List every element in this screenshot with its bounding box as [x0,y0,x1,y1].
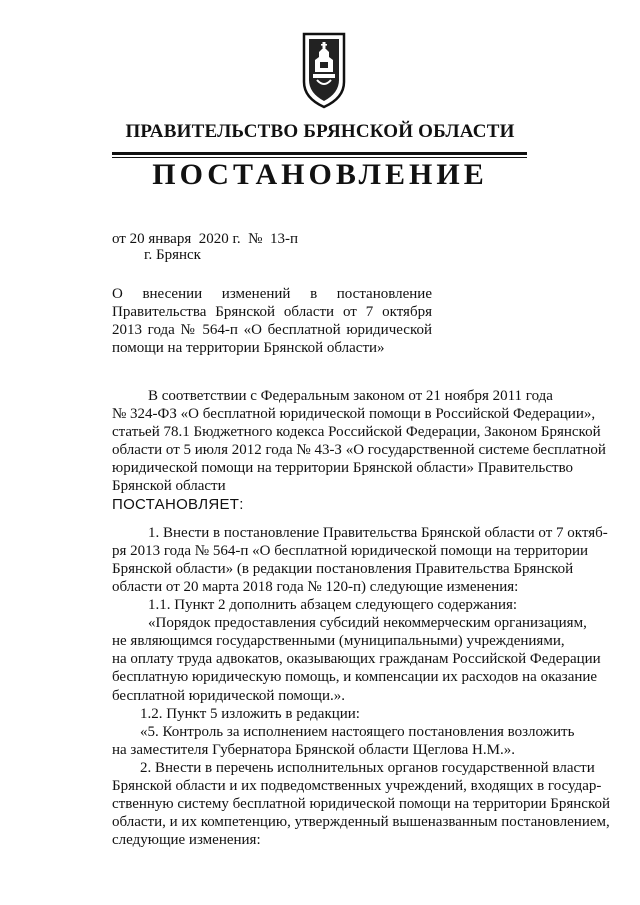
body-line: «5. Контроль за исполнением настоящего постановления возложить [140,723,575,740]
document-date-number: от 20 января 2020 г. № 13-п [112,231,299,247]
body-line: статьей 78.1 Бюджетного кодекса Российской Федерации, Законом Брянской [112,424,601,441]
government-title: ПРАВИТЕЛЬСТВО БРЯНСКОЙ ОБЛАСТИ [125,121,515,142]
document-city: г. Брянск [144,247,201,263]
body-line: В соответствии с Федеральным законом от 21 ноября 2011 года [148,388,553,404]
body-line: Брянской области [112,478,226,495]
body-line: следующие изменения: [112,832,261,849]
body-line: юридической помощи на территории Брянской области» Правительство [112,460,574,477]
document-subject [112,285,432,357]
subject-line: Правительства Брянской области от 7 октября [112,304,432,320]
body-line: 1.1. Пункт 2 дополнить абзацем следующего содержания: [148,597,518,614]
body-line: области, и их компетенцию, утвержденный вышеназванным постановлением, [112,814,610,831]
body-line: ственную систему бесплатной юридической помощи на территории Брянской [112,796,611,813]
body-line: на оплату труда адвокатов, оказывающих гражданам Российской Федерации [112,651,601,668]
body-line: бесплатной юридической помощи.». [112,687,346,704]
body-line: области от 20 марта 2018 года № 120-п) следующие изменения: [112,578,519,595]
body-line: Брянской области» (в редакции постановления Правительства Брянской [112,560,574,577]
subject-line: О внесении изменений в постановление [112,286,432,302]
resolves-keyword: ПОСТАНОВЛЯЕТ: [112,495,244,513]
body-line: области от 5 июля 2012 года № 43-З «О государственной системе бесплатной [112,442,606,459]
header-rule-thick [112,152,527,155]
body-line: бесплатную юридическую помощь, и компенсации их расходов на оказание [112,669,598,686]
document-body [112,387,611,849]
body-line: Брянской области и их подведомственных учреждений, входящих в государ- [112,777,602,794]
body-line: на заместителя Губернатора Брянской области Щеглова Н.М.». [112,741,515,758]
body-line: «Порядок предоставления субсидий некоммерческим организациям, [148,615,587,632]
body-line: 1.2. Пункт 5 изложить в редакции: [140,705,360,722]
body-line: не являющимся государственными (муниципальными) учреждениями, [112,633,565,650]
body-line: 1. Внести в постановление Правительства Брянской области от 7 октяб- [148,524,608,541]
body-line: ря 2013 года № 564-п «О бесплатной юридической помощи на территории [112,542,589,559]
subject-line: помощи на территории Брянской области» [112,340,385,356]
body-line: № 324-ФЗ «О бесплатной юридической помощи в Российской Федерации», [112,406,596,423]
subject-line: 2013 года № 564-п «О бесплатной юридической [112,322,432,338]
body-line: 2. Внести в перечень исполнительных органов государственной власти [140,759,595,776]
coat-of-arms-icon [301,30,347,110]
document-type-heading: ПОСТАНОВЛЕНИЕ [152,158,488,191]
